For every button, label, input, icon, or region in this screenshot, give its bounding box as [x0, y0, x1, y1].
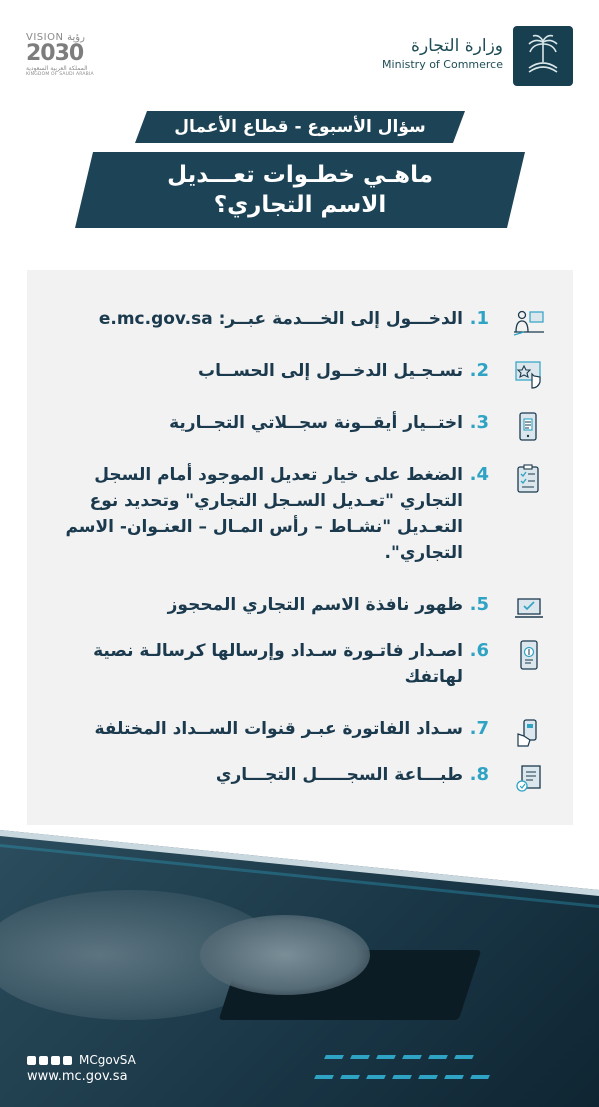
step-number: 6. — [469, 640, 489, 661]
step-number: 1. — [469, 308, 489, 329]
step-text-main: الدخـــول إلى الخـــدمة عبــر: — [212, 309, 463, 329]
clipboard-checklist-icon — [512, 462, 546, 496]
ministry-name-arabic: وزارة التجارة — [411, 36, 503, 56]
twitter-icon[interactable] — [27, 1056, 36, 1065]
website-url[interactable]: www.mc.gov.sa — [27, 1069, 128, 1084]
vision-2030-logo — [26, 32, 96, 82]
step-text: طبـــاعة السجـــــل التجـــاري — [215, 765, 463, 785]
card-payment-icon — [512, 716, 546, 750]
person-at-computer-icon — [512, 306, 546, 340]
palm-swords-emblem-icon — [513, 26, 573, 86]
header — [0, 0, 599, 100]
click-star-icon — [512, 358, 546, 392]
vision-year: 2030 — [26, 41, 84, 66]
step-number: 3. — [469, 412, 489, 433]
laptop-check-icon — [512, 592, 546, 626]
title-line-2: الاسم التجاري؟ — [213, 192, 387, 218]
youtube-icon[interactable] — [63, 1056, 72, 1065]
decorative-dashes — [325, 1055, 473, 1059]
step-text: الضغط على خيار تعديل الموجود أمام السجل التجاري "تعـديل السـجل التجاري" وتحديد نوع التعـديل "نشـاط – رأس المـال – العنـوان- الاسم التجاري". — [65, 465, 463, 563]
service-url-link[interactable]: e.mc.gov.sa — [98, 309, 213, 329]
vision-arabic-label: المملكة العربية السعودية — [26, 65, 88, 72]
vision-top-label: VISION رؤية — [26, 32, 85, 43]
step-text: سـداد الفاتورة عبـر قنوات الســداد المختلفة — [94, 719, 463, 739]
step-text: تسـجـيل الدخــول إلى الحســاب — [198, 361, 463, 381]
step-text: اصـدار فاتـورة سـداد وإرسالها كرسالـة نصية لهاتفك — [93, 641, 463, 687]
document-print-icon — [512, 762, 546, 796]
ministry-name — [382, 36, 503, 71]
vision-english-label: KINGDOM OF SAUDI ARABIA — [26, 72, 94, 77]
decorative-dashes — [315, 1075, 489, 1079]
step-number: 7. — [469, 718, 489, 739]
step-number: 8. — [469, 764, 489, 785]
page-title — [75, 152, 525, 228]
instagram-icon[interactable] — [51, 1056, 60, 1065]
title-banner — [75, 152, 525, 228]
phone-invoice-icon — [512, 638, 546, 672]
question-of-week-label: سؤال الأسبوع - قطاع الأعمال — [174, 117, 426, 137]
step-number: 2. — [469, 360, 489, 381]
ministry-name-english: Ministry of Commerce — [382, 58, 503, 71]
title-line-1: ماهـي خطـوات تعـــديل — [167, 162, 433, 188]
step-text — [43, 306, 463, 332]
step-number: 5. — [469, 594, 489, 615]
step-text: اختــيار أيقــونة سجــلاتي التجــارية — [169, 413, 463, 433]
step-text: ظهور نافذة الاسم التجاري المحجوز — [167, 595, 463, 615]
step-number: 4. — [469, 464, 489, 485]
mobile-document-icon — [512, 410, 546, 444]
facebook-icon[interactable] — [39, 1056, 48, 1065]
question-of-week-banner — [135, 111, 465, 143]
social-links — [27, 1053, 136, 1067]
steps-card — [27, 270, 573, 825]
social-handle: MCgovSA — [79, 1053, 136, 1067]
